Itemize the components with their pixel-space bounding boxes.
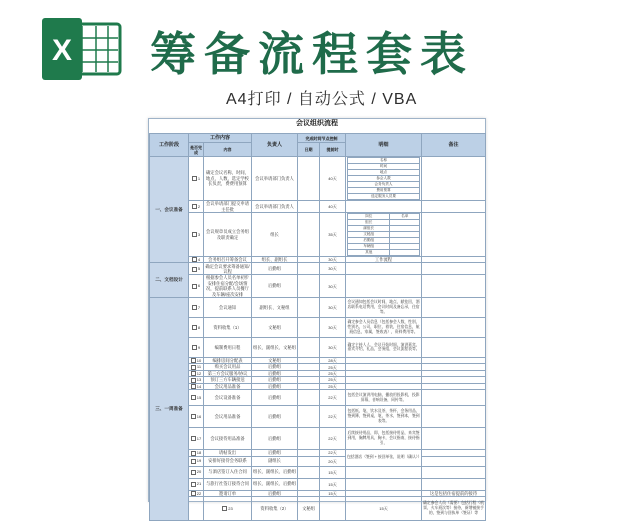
checkbox[interactable]: [191, 371, 196, 376]
stage-label: 三、一周准备: [150, 297, 189, 520]
row-owner: 后勤组: [252, 370, 298, 376]
row-owner: 组长: [252, 213, 298, 257]
table-row: [150, 317, 486, 337]
row-owner: 组长、副组长、文秘组: [252, 337, 298, 357]
checkbox[interactable]: [191, 470, 196, 475]
detail-item: 地点: [348, 170, 420, 176]
row-content: 会议规章员成立会务组及职责确定: [204, 213, 252, 257]
row-days: 30天: [320, 317, 346, 337]
checkbox[interactable]: [192, 284, 197, 289]
table-row: [150, 297, 486, 317]
row-content: 确定会议要求筹备通知/议程: [205, 263, 250, 274]
row-owner: 后勤组: [252, 377, 298, 383]
row-owner: 副组长: [252, 456, 298, 466]
banner: [0, 0, 640, 128]
row-content: 邀请订单: [204, 490, 252, 496]
row-content: 购买会议用品: [204, 364, 252, 370]
row-number: 17: [196, 435, 202, 441]
checkbox[interactable]: [192, 325, 197, 330]
note-text: 这是包括住宿提前的接待: [422, 490, 486, 496]
table-row: [150, 390, 486, 406]
role-table: [347, 213, 420, 256]
table-row: [150, 337, 486, 357]
header-done: 是否完成: [190, 144, 202, 155]
detail-item: 会务负责人: [348, 182, 420, 188]
row-content: 会议通知: [204, 297, 252, 317]
header-date: 日期: [298, 143, 320, 157]
header-stage: 工作阶段: [150, 134, 189, 157]
row-content: 与旅行社签订接待合同: [204, 478, 252, 490]
row-content: 安排好接待会务联系: [204, 456, 252, 466]
row-number: 3: [197, 231, 201, 237]
table-row: [150, 157, 486, 201]
row-days: 25天: [320, 370, 346, 376]
table-row: [150, 201, 486, 213]
row-days: 20天: [320, 456, 346, 466]
row-content: 根据参会人员名单初步安排住宿分配/会场情况，提前联系人员餐厅及车辆/座次安排: [204, 275, 252, 297]
excel-logo-icon: [40, 18, 122, 80]
row-days: 22天: [320, 406, 346, 428]
table-row: [150, 406, 486, 428]
checkbox[interactable]: [191, 378, 196, 383]
header-content: 内容: [204, 143, 252, 157]
row-days: 28天: [320, 357, 346, 363]
row-days: 40天: [320, 201, 346, 213]
row-owner: 会议举请部门负责人: [252, 157, 298, 201]
row-days: 25天: [320, 383, 346, 389]
row-content: 编排房间分配表: [204, 357, 252, 363]
row-owner: 文秘组: [252, 317, 298, 337]
header-work: 工作内容: [189, 134, 252, 143]
row-days: 15天: [320, 490, 346, 496]
role-header: 岗位: [348, 214, 390, 220]
row-number: 6: [197, 283, 201, 289]
role-item: 文秘组: [348, 232, 390, 238]
stage-label: 二、文档设计: [150, 263, 189, 297]
row-number: 23: [228, 505, 233, 511]
row-number: 21: [196, 481, 202, 487]
row-days: 22天: [320, 450, 346, 456]
row-days: 30天: [320, 257, 346, 263]
row-owner: 副组长、文秘组: [252, 297, 298, 317]
row-number: 8: [197, 324, 201, 330]
row-days: 25天: [320, 377, 346, 383]
row-days: 30天: [320, 297, 346, 317]
header-owner: 负责人: [252, 134, 298, 157]
detail-item: 名称: [348, 158, 420, 164]
detail-text: 工作流程: [346, 257, 422, 263]
role-item: 后勤组: [348, 238, 390, 244]
row-number: 7: [197, 304, 201, 310]
detail-text: 会议通知包括会议时间，地点，献挂回，酒店联系电话费用，会议时间及备忘录，住宿等。: [346, 297, 422, 317]
row-number: 5: [197, 266, 201, 272]
detail-text: 确定参会人员（需要）包括行程（机票，火车班次等）接待，新增被接手的，签到与回执单（签证）等: [422, 496, 486, 520]
row-days: 35天: [320, 213, 346, 257]
stage-label: 一、会议准备: [150, 157, 189, 263]
row-number: 22: [196, 490, 202, 496]
detail-text: 确定主持人人，会议开始时间，演讲嘉宾，嘉宾介绍，礼品，会务组，会议流程表等。: [346, 337, 422, 357]
checkbox[interactable]: [191, 395, 196, 400]
row-owner: 后勤组: [252, 428, 298, 450]
banner-subtitle: A4打印 / 自动公式 / VBA: [226, 91, 418, 108]
role-item: 车辆组: [348, 244, 390, 250]
row-owner: 后勤组: [252, 364, 298, 370]
row-owner: 后勤组: [252, 275, 298, 297]
row-days: 22天: [320, 390, 346, 406]
row-days: 15天: [346, 496, 422, 520]
row-days: 30天: [320, 263, 346, 275]
logo-letter: X: [51, 34, 73, 67]
checkbox[interactable]: [192, 305, 197, 310]
role-item: 组长: [348, 220, 390, 226]
row-owner: 组长、副组长、后勤组: [252, 478, 298, 490]
table-row: [150, 263, 486, 275]
checkbox[interactable]: [191, 482, 196, 487]
checkbox[interactable]: [191, 436, 196, 441]
header-detail: 明细: [346, 134, 422, 157]
table-row: [150, 478, 486, 490]
row-number: 12: [196, 370, 202, 376]
row-owner: 后勤组: [252, 406, 298, 428]
detail-text: 包括会议演讲用电脑，播放用投影机，投影屏幕，音响设备，同传等。: [346, 390, 422, 406]
row-content: 第三方会议服务/协议: [204, 370, 252, 376]
row-owner: 会议举请部门负责人: [252, 201, 298, 213]
row-number: 1: [197, 175, 201, 181]
checkbox[interactable]: [192, 232, 197, 237]
checkbox[interactable]: [192, 204, 197, 209]
checkbox[interactable]: [192, 267, 197, 272]
row-owner: 后勤组: [252, 390, 298, 406]
row-owner: 后勤组: [252, 263, 298, 275]
table-row: [150, 275, 486, 297]
table-row: [150, 213, 486, 257]
checkbox[interactable]: [191, 384, 196, 389]
row-content: 会议举请部门提交申请主任批: [204, 201, 252, 213]
row-owner: 后勤组: [252, 383, 298, 389]
row-number: 10: [196, 357, 202, 363]
row-number: 9: [197, 344, 201, 350]
row-content: 请帖发出: [204, 450, 252, 456]
checkbox[interactable]: [191, 358, 196, 363]
row-content: 与酒店签订入住合同: [204, 466, 252, 478]
checkbox[interactable]: [191, 451, 196, 456]
detail-item: 选定服务人员要: [348, 194, 420, 200]
row-number: 19: [196, 458, 202, 464]
detail-item: 参会人数: [348, 176, 420, 182]
row-content: 会议接待用品准备: [204, 428, 252, 450]
detail-text: 确定参会人员信息（包括参会人数，性别，性别名，公司，职位，着装，住宿信息，航班信息，家属，签收表），资料费用等。: [346, 317, 422, 337]
row-number: 4: [197, 257, 201, 262]
row-content: 会议设备准备: [204, 390, 252, 406]
row-owner: 后勤组: [252, 490, 298, 496]
detail-text: 包括酒店（签到 + 接回单张，说明（确认））: [346, 450, 422, 466]
spreadsheet-preview: [148, 118, 486, 515]
detail-item: 费用预算: [348, 188, 420, 194]
row-days: 22天: [320, 428, 346, 450]
detail-text: 后续接待用品，即，包括接待用品，来宾签到用，胸牌用具，胸卡，会议指南，接待指引，: [346, 428, 422, 450]
table-row: [150, 456, 486, 466]
row-number: 11: [196, 364, 202, 370]
row-days: 15天: [320, 478, 346, 490]
row-number: 18: [196, 450, 202, 456]
process-table: [149, 133, 486, 521]
row-owner: 组长、副组长: [252, 257, 298, 263]
row-number: 13: [196, 377, 202, 383]
role-item: 副组长: [348, 226, 390, 232]
role-item: 其他: [348, 250, 390, 256]
row-number: 2: [197, 203, 201, 209]
checkbox[interactable]: [191, 491, 196, 496]
row-owner: 组长、副组长、后勤组: [252, 466, 298, 478]
table-row: [150, 428, 486, 450]
header-lead: 提前时: [320, 143, 346, 157]
detail-item: 时间: [348, 164, 420, 170]
banner-title: 筹备流程套表: [150, 27, 474, 81]
row-days: 40天: [320, 157, 346, 201]
checkbox[interactable]: [192, 257, 197, 262]
detail-text: 包括纸，笔，饮水及茶，茶杯，会务用品，签到簿，签到桌，笔，茶水，签到本，签到表等。: [346, 406, 422, 428]
table-row: [150, 466, 486, 478]
row-content: 编制费用日程: [204, 337, 252, 357]
row-number: 15: [196, 394, 202, 400]
row-number: 20: [196, 469, 202, 475]
row-content: 会务组召开筹备会议: [204, 257, 252, 263]
row-content: 资料收集（1）: [204, 317, 252, 337]
sheet-title: 会议组织流程: [296, 120, 338, 127]
row-owner: 后勤组: [252, 450, 298, 456]
row-content: 会议用品准备: [204, 383, 252, 389]
checkbox[interactable]: [191, 365, 196, 370]
header-note: 备注: [422, 134, 486, 157]
row-content: 资料收集（2）: [252, 496, 298, 520]
row-content: 确定会议名称，时间，地点，人数，选定学校长负责，费费用预算: [204, 157, 252, 201]
checkbox[interactable]: [191, 459, 196, 464]
row-content: 预订三方车辆接送: [204, 377, 252, 383]
table-row: [150, 496, 486, 520]
checkbox[interactable]: [192, 176, 197, 181]
row-owner: 文秘组: [252, 357, 298, 363]
checkbox[interactable]: [222, 506, 227, 511]
checkbox[interactable]: [191, 414, 196, 419]
row-days: 30天: [320, 275, 346, 297]
row-content: 会议用品准备: [204, 406, 252, 428]
detail-list: [347, 157, 420, 200]
header-time-ctrl: 完成时间节点控制: [298, 134, 346, 143]
checkbox[interactable]: [192, 345, 197, 350]
row-days: 15天: [320, 466, 346, 478]
row-number: 16: [196, 413, 202, 419]
row-days: 30天: [320, 337, 346, 357]
row-number: 14: [196, 383, 202, 389]
row-days: 25天: [320, 364, 346, 370]
role-header: 名单: [390, 214, 420, 220]
row-owner: 文秘组: [298, 496, 320, 520]
